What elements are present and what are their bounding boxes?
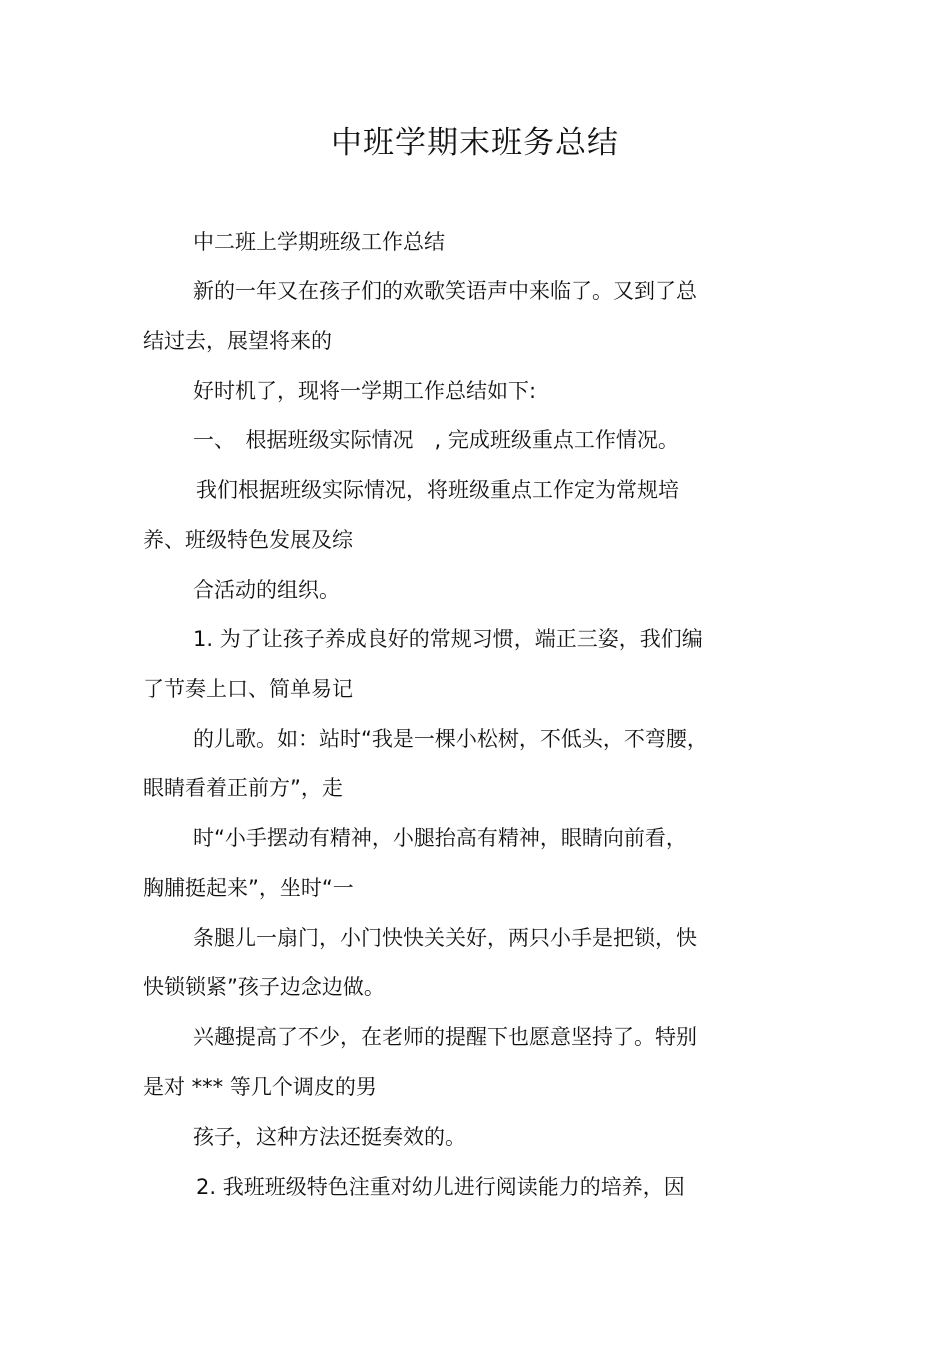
paragraph-line: 了节奏上口、简单易记 (143, 677, 353, 701)
paragraph-line: 一、 根据班级实际情况 , 完成班级重点工作情况。 (193, 428, 679, 452)
paragraph-line: 胸脯挺起来”，坐时“一 (143, 876, 354, 900)
paragraph-line: 2. 我班班级特色注重对幼儿进行阅读能力的培养，因 (196, 1175, 685, 1199)
paragraph-line: 合活动的组织。 (193, 578, 340, 602)
page-title: 中班学期末班务总结 (331, 125, 619, 161)
paragraph-line: 的儿歌。如：站时“我是一棵小松树，不低头，不弯腰， (193, 727, 708, 751)
paragraph-line: 中二班上学期班级工作总结 (193, 230, 445, 254)
paragraph-line: 条腿儿一扇门，小门快快关关好，两只小手是把锁，快 (193, 926, 697, 950)
paragraph-line: 结过去，展望将来的 (143, 329, 332, 353)
paragraph-line: 新的一年又在孩子们的欢歌笑语声中来临了。又到了总 (193, 279, 697, 303)
paragraph-line: 时“小手摆动有精神，小腿抬高有精神，眼睛向前看， (193, 826, 687, 850)
paragraph-line: 养、班级特色发展及综 (143, 528, 353, 552)
paragraph-line: 是对 *** 等几个调皮的男 (143, 1075, 377, 1099)
paragraph-line: 1. 为了让孩子养成良好的常规习惯，端正三姿，我们编 (193, 627, 703, 651)
paragraph-line: 眼睛看着正前方”，走 (143, 776, 343, 800)
paragraph-line: 好时机了，现将一学期工作总结如下: (193, 379, 537, 403)
paragraph-line: 快锁锁紧”孩子边念边做。 (143, 975, 385, 999)
paragraph-line: 兴趣提高了不少，在老师的提醒下也愿意坚持了。特别 (193, 1025, 697, 1049)
paragraph-line: 我们根据班级实际情况，将班级重点工作定为常规培 (196, 478, 679, 502)
paragraph-line: 孩子，这种方法还挺奏效的。 (193, 1125, 466, 1149)
